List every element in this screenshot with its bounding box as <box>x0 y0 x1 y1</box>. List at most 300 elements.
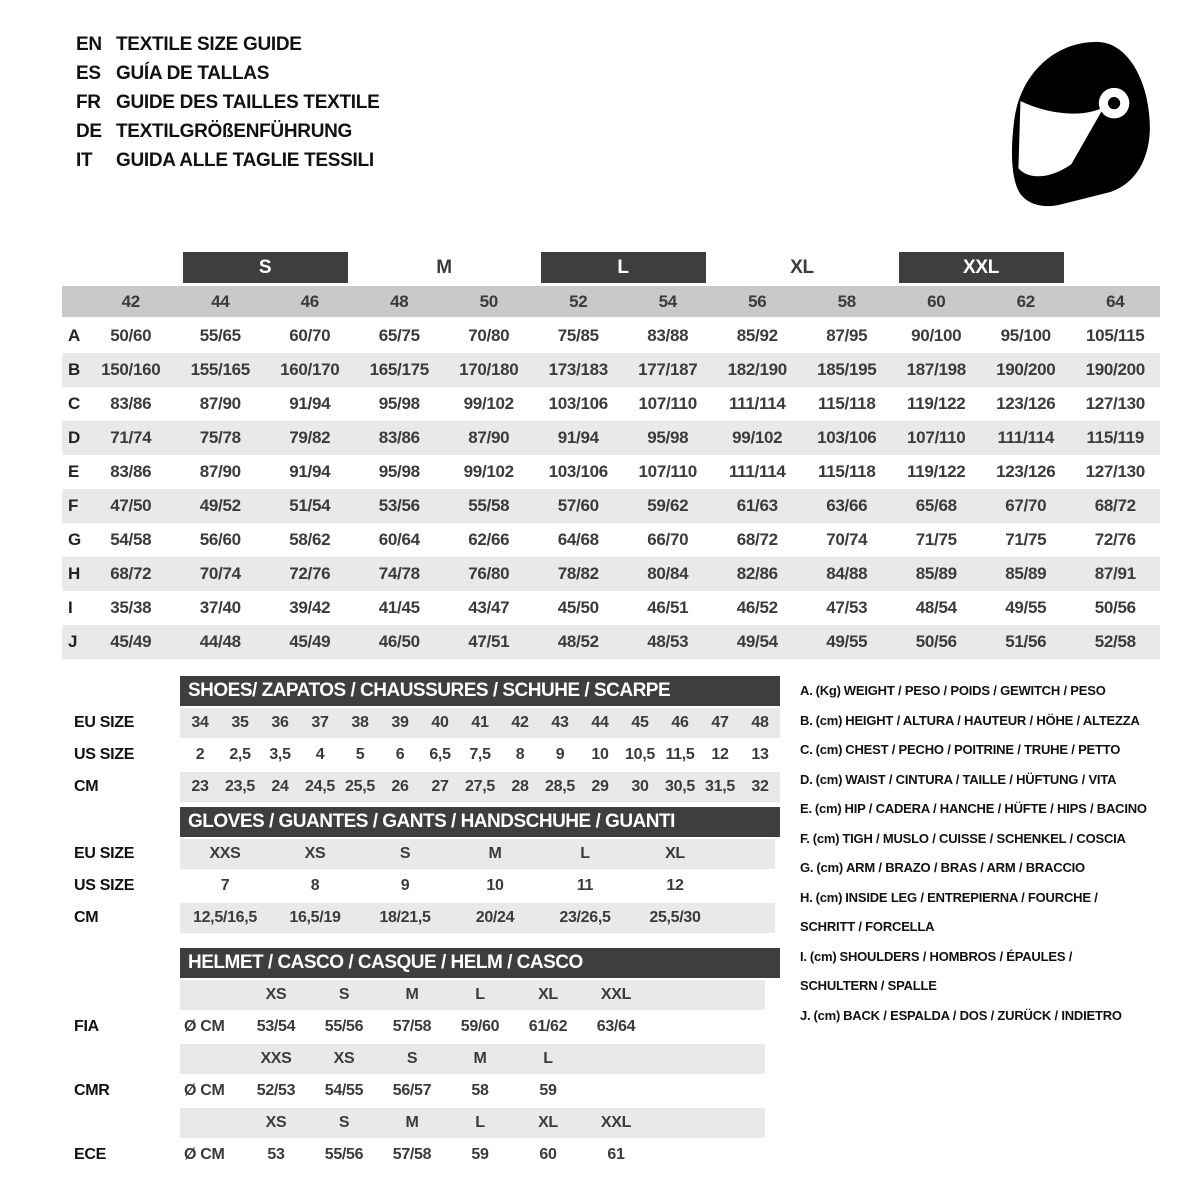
size-cell: L <box>475 986 485 1003</box>
legend-text: HIP / CADERA / HANCHE / HÜFTE / HIPS / BACINO <box>844 801 1147 816</box>
size-cell: 18/21,5 <box>379 909 431 926</box>
legend-unit: (cm) <box>809 948 837 964</box>
size-cell: 59/60 <box>460 1018 500 1035</box>
size-cell: 46/50 <box>378 632 420 651</box>
legend-line-continued: SCHRITT / FORCELLA <box>800 919 935 934</box>
size-cell: 87/90 <box>199 394 241 413</box>
size-cell: 11,5 <box>665 746 695 763</box>
size-cell: 52/58 <box>1094 632 1136 651</box>
legend-line-continued: SCHULTERN / SPALLE <box>800 978 937 993</box>
size-cell: L <box>543 1050 553 1067</box>
size-cell: 49/55 <box>1005 598 1047 617</box>
language-code: FR <box>76 92 101 113</box>
legend-unit: (cm) <box>815 712 843 728</box>
size-cell: 95/98 <box>647 428 689 447</box>
legend-line <box>800 676 1195 706</box>
size-cell: 71/74 <box>110 428 152 447</box>
legend-text: BACK / ESPALDA / DOS / ZURÜCK / INDIETRO <box>843 1007 1122 1023</box>
size-cell: 75/85 <box>557 326 599 345</box>
gloves-title-bar: GLOVES / GUANTES / GANTS / HANDSCHUHE / GUANTI <box>180 807 780 837</box>
size-cell: 72/76 <box>1094 530 1136 549</box>
size-cell: 99/102 <box>463 462 514 481</box>
numeric-size-header-row <box>62 286 1160 317</box>
size-cell: 46/51 <box>647 598 689 617</box>
measurement-rows <box>62 319 1160 659</box>
size-cell: 50/60 <box>110 326 152 345</box>
size-cell: 107/110 <box>638 462 697 481</box>
language-title-list <box>76 30 379 175</box>
size-cell: 75/78 <box>199 428 241 447</box>
table-row <box>62 455 1160 489</box>
size-cell: 119/122 <box>907 462 966 481</box>
size-cell: L <box>475 1114 485 1131</box>
column-header: 46 <box>300 291 319 311</box>
measurement-legend <box>800 676 1195 1030</box>
size-cell: 85/89 <box>915 564 957 583</box>
legend-unit: (cm) <box>813 1007 841 1023</box>
size-cell: 23 <box>191 778 209 795</box>
legend-key: A. <box>800 683 813 698</box>
size-cell: 27 <box>431 778 449 795</box>
size-cell: XL <box>538 1114 558 1131</box>
size-cell: 47/50 <box>110 496 152 515</box>
size-cell: 61/63 <box>736 496 778 515</box>
size-cell: 87/91 <box>1094 564 1136 583</box>
size-cell: 39 <box>391 714 409 731</box>
size-cell: XS <box>265 1114 287 1131</box>
size-cell: 44/48 <box>199 632 241 651</box>
size-cell: 54/55 <box>324 1082 364 1099</box>
size-cell: 111/114 <box>728 394 786 413</box>
column-header: 48 <box>390 291 409 311</box>
legend-line <box>800 853 1195 883</box>
diameter-label: Ø CM <box>184 1146 225 1163</box>
size-cell: M <box>473 1050 487 1067</box>
language-code: ES <box>76 63 101 84</box>
row-label: US SIZE <box>74 746 135 763</box>
size-cell: L <box>580 845 590 862</box>
size-cell: 30 <box>631 778 649 795</box>
size-cell: 2 <box>195 746 205 763</box>
table-row <box>74 871 775 901</box>
legend-line <box>800 735 1195 765</box>
size-cell: 10 <box>591 746 609 763</box>
legend-text: HEIGHT / ALTURA / HAUTEUR / HÖHE / ALTEZZA <box>845 712 1140 728</box>
size-cell: 7 <box>220 877 230 894</box>
size-cell: 4 <box>315 746 325 763</box>
size-cell: 28 <box>511 778 529 795</box>
shoes-title-bar: SHOES/ ZAPATOS / CHAUSSURES / SCHUHE / SCARPE <box>180 676 780 706</box>
size-cell: 78/82 <box>557 564 599 583</box>
size-cell: 52/53 <box>256 1082 296 1099</box>
legend-text: WEIGHT / PESO / POIDS / GEWITCH / PESO <box>843 683 1106 698</box>
language-title-line <box>76 30 379 59</box>
legend-line <box>800 765 1195 795</box>
size-cell: 56/60 <box>199 530 241 549</box>
column-header: 42 <box>121 291 140 311</box>
column-header: 50 <box>479 291 498 311</box>
table-row <box>62 557 1160 591</box>
size-cell: 64/68 <box>557 530 599 549</box>
size-cell: 107/110 <box>638 394 697 413</box>
size-cell: 23,5 <box>225 778 255 795</box>
standard-label: FIA <box>74 1018 99 1035</box>
size-cell: 59 <box>471 1146 489 1163</box>
shoes-section <box>74 676 780 802</box>
size-cell: 24 <box>271 778 289 795</box>
size-cell: 74/78 <box>378 564 420 583</box>
size-cell: 50/56 <box>915 632 957 651</box>
size-cell: 51/54 <box>289 496 331 515</box>
size-cell: 59/62 <box>647 496 689 515</box>
helmet-section <box>74 948 780 1170</box>
language-title-line <box>76 146 379 175</box>
size-cell: 34 <box>191 714 209 731</box>
size-cell: 99/102 <box>463 394 514 413</box>
size-cell: 68/72 <box>110 564 152 583</box>
row-letter: B <box>68 360 80 379</box>
size-cell: 32 <box>751 778 769 795</box>
guide-title: GUÍA DE TALLAS <box>116 63 270 84</box>
size-cell: 83/88 <box>647 326 689 345</box>
row-letter: F <box>68 496 79 515</box>
size-cell: 44 <box>591 714 609 731</box>
size-cell: S <box>406 1050 418 1067</box>
column-header: 58 <box>837 291 856 311</box>
size-cell: 10 <box>486 877 504 894</box>
row-letter: G <box>68 530 81 549</box>
legend-key: I. <box>800 948 807 964</box>
size-cell: 150/160 <box>101 360 161 379</box>
legend-unit: (cm) <box>814 801 842 816</box>
helmet-size-header-row <box>180 980 765 1010</box>
size-cell: 76/80 <box>468 564 510 583</box>
size-cell: 29 <box>591 778 609 795</box>
size-cell: XXS <box>260 1050 292 1067</box>
language-title-line <box>76 117 379 146</box>
size-cell: 103/106 <box>548 462 608 481</box>
size-cell: 45/49 <box>289 632 331 651</box>
size-cell: 91/94 <box>289 462 331 481</box>
column-header: 60 <box>927 291 946 311</box>
legend-line <box>800 824 1195 854</box>
table-row <box>62 319 1160 353</box>
legend-unit: (cm) <box>815 771 843 787</box>
size-cell: 60/70 <box>289 326 331 345</box>
size-cell: 23/26,5 <box>559 909 611 926</box>
size-cell: 42 <box>511 714 529 731</box>
size-cell: 49/52 <box>199 496 241 515</box>
legend-line <box>800 706 1195 736</box>
legend-key: B. <box>800 712 813 728</box>
size-cell: 61/62 <box>528 1018 568 1035</box>
size-cell: XS <box>333 1050 355 1067</box>
guide-title: GUIDA ALLE TAGLIE TESSILI <box>116 150 374 171</box>
size-cell: 43 <box>551 714 569 731</box>
table-row <box>62 591 1160 625</box>
size-cell: 185/195 <box>817 360 877 379</box>
row-label: EU SIZE <box>74 845 135 862</box>
size-cell: 82/86 <box>736 564 778 583</box>
size-cell: 55/56 <box>324 1018 364 1035</box>
size-cell: 45/50 <box>557 598 599 617</box>
size-cell: 115/118 <box>818 462 876 481</box>
legend-key: H. <box>800 889 813 905</box>
size-cell: 160/170 <box>280 360 340 379</box>
size-cell: 51/56 <box>1005 632 1047 651</box>
shoes-rows <box>74 708 780 802</box>
size-cell: M <box>488 845 502 862</box>
size-cell: 61 <box>607 1146 625 1163</box>
legend-text: INSIDE LEG / ENTREPIERNA / FOURCHE / <box>845 889 1098 905</box>
guide-title: TEXTILE SIZE GUIDE <box>116 34 302 55</box>
table-row <box>74 903 775 933</box>
size-cell: 190/200 <box>1085 360 1145 379</box>
language-title-line <box>76 88 379 117</box>
row-letter: D <box>68 428 80 447</box>
size-cell: 47 <box>711 714 729 731</box>
size-cell: 63/64 <box>596 1018 636 1035</box>
size-cell: 6,5 <box>429 746 451 763</box>
size-cell: 65/68 <box>915 496 957 515</box>
size-cell: 12 <box>666 877 684 894</box>
helmet-title-bar: HELMET / CASCO / CASQUE / HELM / CASCO <box>180 948 780 978</box>
size-cell: 70/80 <box>468 326 510 345</box>
size-cell: S <box>338 986 350 1003</box>
size-cell: 115/118 <box>818 394 876 413</box>
table-row <box>74 839 775 869</box>
size-cell: 87/90 <box>199 462 241 481</box>
size-cell: 35 <box>231 714 249 731</box>
language-code: IT <box>76 150 93 171</box>
size-cell: 11 <box>576 877 594 894</box>
size-cell: 105/115 <box>1086 326 1145 345</box>
size-cell: 37/40 <box>199 598 241 617</box>
column-header: 56 <box>748 291 767 311</box>
diameter-label: Ø CM <box>184 1082 225 1099</box>
racing-helmet-icon <box>1002 36 1160 216</box>
guide-title: GUIDE DES TAILLES TEXTILE <box>116 92 380 113</box>
size-cell: 71/75 <box>915 530 957 549</box>
size-label-m: M <box>436 257 452 278</box>
size-cell: 83/86 <box>110 462 152 481</box>
size-cell: 55/65 <box>199 326 241 345</box>
column-header: 64 <box>1106 291 1125 311</box>
size-cell: 155/165 <box>190 360 250 379</box>
legend-key: G. <box>800 860 814 875</box>
legend-unit: (cm) <box>815 889 843 905</box>
size-cell: 103/106 <box>548 394 608 413</box>
row-label: US SIZE <box>74 877 135 894</box>
size-cell: 26 <box>391 778 409 795</box>
size-cell: 53 <box>267 1146 285 1163</box>
size-cell: 48/53 <box>647 632 689 651</box>
legend-key: F. <box>800 830 810 846</box>
size-cell: 30,5 <box>665 778 695 795</box>
size-cell: 58/62 <box>289 530 331 549</box>
table-row <box>62 387 1160 421</box>
legend-text: WAIST / CINTURA / TAILLE / HÜFTUNG / VITA <box>845 771 1117 787</box>
size-cell: 95/100 <box>1000 326 1051 345</box>
guide-title: TEXTILGRÖßENFÜHRUNG <box>116 121 353 142</box>
size-cell: 41 <box>471 714 489 731</box>
size-cell: 47/53 <box>826 598 868 617</box>
size-cell: 83/86 <box>378 428 420 447</box>
helmet-value-row <box>74 1012 765 1042</box>
size-cell: 38 <box>351 714 369 731</box>
size-cell: 85/92 <box>736 326 778 345</box>
size-cell: 80/84 <box>647 564 689 583</box>
size-cell: 53/56 <box>378 496 420 515</box>
size-cell: 2,5 <box>229 746 251 763</box>
size-cell: 10,5 <box>625 746 655 763</box>
size-cell: 31,5 <box>705 778 735 795</box>
size-cell: 8 <box>310 877 320 894</box>
legend-unit: (Kg) <box>815 683 841 698</box>
table-row <box>62 489 1160 523</box>
legend-line <box>800 1001 1195 1031</box>
gloves-rows <box>74 839 780 933</box>
size-cell: 49/55 <box>826 632 868 651</box>
legend-key: C. <box>800 742 813 757</box>
column-header: 52 <box>569 291 588 311</box>
size-cell: 87/90 <box>468 428 510 447</box>
legend-text: ARM / BRAZO / BRAS / ARM / BRACCIO <box>845 860 1085 875</box>
size-cell: 66/70 <box>647 530 689 549</box>
size-cell: 71/75 <box>1005 530 1047 549</box>
size-cell: M <box>405 986 419 1003</box>
size-cell: 55/58 <box>468 496 510 515</box>
size-cell: 187/198 <box>906 360 966 379</box>
table-row <box>74 772 780 802</box>
size-cell: 107/110 <box>907 428 966 447</box>
row-label: CM <box>74 909 99 926</box>
legend-unit: (cm) <box>816 860 843 875</box>
size-cell: 12,5/16,5 <box>192 909 258 926</box>
size-cell: 37 <box>311 714 329 731</box>
row-letter: I <box>68 598 73 617</box>
size-cell: 182/190 <box>727 360 787 379</box>
size-cell: XXS <box>209 845 241 862</box>
size-cell: XS <box>304 845 326 862</box>
legend-key: D. <box>800 771 813 787</box>
size-cell: XXL <box>600 1114 632 1131</box>
legend-unit: (cm) <box>812 830 840 846</box>
size-cell: 165/175 <box>369 360 429 379</box>
size-cell: 12 <box>711 746 729 763</box>
legend-key: E. <box>800 801 812 816</box>
legend-text: CHEST / PECHO / POITRINE / TRUHE / PETTO <box>845 742 1121 757</box>
size-cell: 83/86 <box>110 394 152 413</box>
size-cell: S <box>338 1114 350 1131</box>
table-row <box>62 523 1160 557</box>
size-cell: M <box>405 1114 419 1131</box>
size-cell: 46/52 <box>736 598 778 617</box>
size-cell: 53/54 <box>256 1018 296 1035</box>
helmet-size-header-row <box>180 1108 765 1138</box>
size-cell: XXL <box>600 986 632 1003</box>
size-cell: 56/57 <box>392 1082 432 1099</box>
helmet-value-row <box>74 1140 765 1170</box>
size-cell: 48 <box>751 714 769 731</box>
table-row <box>62 625 1160 659</box>
size-cell: 25,5/30 <box>649 909 701 926</box>
size-cell: 57/58 <box>392 1146 432 1163</box>
size-cell: 60 <box>539 1146 557 1163</box>
size-cell: 68/72 <box>1094 496 1136 515</box>
gloves-section <box>74 807 780 933</box>
size-cell: 28,5 <box>545 778 575 795</box>
size-cell: 87/95 <box>826 326 868 345</box>
legend-line <box>800 883 1195 913</box>
size-cell: 45 <box>631 714 649 731</box>
size-cell: XL <box>538 986 558 1003</box>
size-label-xl: XL <box>790 257 814 278</box>
size-cell: 119/122 <box>907 394 966 413</box>
size-cell: 6 <box>395 746 405 763</box>
column-header: 62 <box>1016 291 1035 311</box>
legend-text: TIGH / MUSLO / CUISSE / SCHENKEL / COSCIA <box>842 830 1126 846</box>
table-row <box>62 353 1160 387</box>
row-letter: E <box>68 462 80 481</box>
size-cell: 8 <box>515 746 525 763</box>
size-cell: 9 <box>400 877 410 894</box>
size-cell: 84/88 <box>826 564 868 583</box>
standard-label: ECE <box>74 1146 106 1163</box>
legend-line <box>800 942 1195 972</box>
row-label: CM <box>74 778 99 795</box>
size-cell: 36 <box>271 714 289 731</box>
row-letter: A <box>68 326 80 345</box>
language-code: DE <box>76 121 102 142</box>
size-cell: 127/130 <box>1085 462 1145 481</box>
size-cell: 9 <box>555 746 565 763</box>
size-cell: 47/51 <box>468 632 510 651</box>
size-cell: 41/45 <box>378 598 420 617</box>
size-cell: 60/64 <box>378 530 420 549</box>
size-cell: 27,5 <box>465 778 495 795</box>
size-cell: 70/74 <box>199 564 241 583</box>
legend-line <box>800 794 1195 824</box>
size-cell: 55/56 <box>324 1146 364 1163</box>
language-code: EN <box>76 34 102 55</box>
size-cell: 62/66 <box>468 530 510 549</box>
size-cell: 79/82 <box>289 428 331 447</box>
size-cell: 95/98 <box>378 394 420 413</box>
size-cell: 46 <box>671 714 689 731</box>
size-cell: S <box>399 845 411 862</box>
size-cell: 115/119 <box>1086 428 1144 447</box>
size-cell: 91/94 <box>289 394 331 413</box>
size-cell: 67/70 <box>1005 496 1047 515</box>
size-cell: 170/180 <box>459 360 519 379</box>
size-cell: 123/126 <box>996 394 1056 413</box>
size-cell: 70/74 <box>826 530 868 549</box>
size-label-s: S <box>183 252 348 283</box>
size-cell: 190/200 <box>996 360 1056 379</box>
legend-text: SHOULDERS / HOMBROS / ÉPAULES / <box>839 948 1073 964</box>
size-cell: 13 <box>751 746 769 763</box>
size-cell: 103/106 <box>817 428 877 447</box>
standard-label: CMR <box>74 1082 110 1099</box>
size-cell: XL <box>665 845 685 862</box>
size-cell: 90/100 <box>911 326 962 345</box>
size-cell: 35/38 <box>110 598 152 617</box>
size-cell: 3,5 <box>269 746 291 763</box>
size-cell: 91/94 <box>557 428 599 447</box>
size-cell: 65/75 <box>378 326 420 345</box>
helmet-size-header-row <box>180 1044 765 1074</box>
